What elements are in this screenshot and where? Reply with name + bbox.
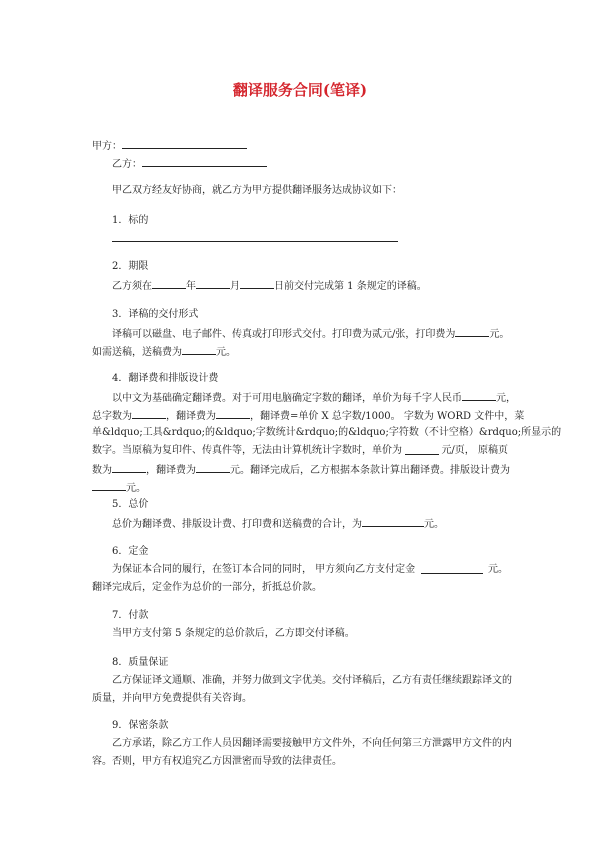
document-line — [92, 462, 510, 476]
document-line — [92, 408, 524, 422]
line-text: 元。 — [126, 483, 146, 494]
line-text: 翻译完成后，定金作为总价的一部分，折抵总价款。 — [92, 582, 322, 593]
fill-in-blank — [405, 444, 439, 455]
fill-in-blank — [92, 480, 126, 491]
fill-in-blank — [216, 408, 250, 419]
document-line — [112, 656, 168, 670]
line-text: 元。 — [489, 329, 510, 340]
document-line — [112, 609, 148, 623]
document-line — [112, 737, 512, 751]
line-text: 乙方保证译文通顺、准确，并努力做到文字优美。交付译稿后，乙方有责任继续跟踪译文的 — [112, 675, 512, 686]
fill-in-blank — [462, 390, 496, 401]
document-line — [112, 498, 148, 512]
line-text: 总价为翻译费、排版设计费、打印费和送稿费的合计，为 — [112, 519, 362, 530]
document-line — [112, 278, 427, 292]
document-line — [112, 563, 508, 577]
document-line — [92, 444, 508, 458]
line-text: 如需送稿，送稿费为 — [92, 347, 182, 358]
document-line — [112, 260, 148, 274]
document-line — [92, 344, 236, 358]
line-text: 年 — [186, 281, 196, 292]
line-text: 总字数为 — [92, 411, 132, 422]
document-line — [112, 545, 148, 559]
fill-in-blank — [362, 516, 424, 527]
fill-in-blank — [112, 462, 146, 473]
document-line — [112, 372, 218, 386]
document-line — [112, 214, 148, 228]
document-line — [112, 184, 402, 198]
line-text: 容。否则，甲方有权追究乙方因泄密而导致的法律责任。 — [92, 756, 342, 767]
line-text: ，翻译费=单价 X 总字数/1000。 字数为 WORD 文件中，菜 — [250, 411, 525, 422]
line-text: 元， — [496, 393, 516, 404]
line-text: 元。 — [424, 519, 444, 530]
line-text: 质量，并向甲方免费提供有关咨询。 — [92, 693, 252, 704]
fill-in-blank — [142, 156, 267, 167]
fill-in-blank — [132, 408, 166, 419]
fill-in-blank — [196, 278, 230, 289]
fill-in-blank — [182, 344, 216, 355]
fill-in-blank — [196, 462, 230, 473]
line-text: 9．保密条款 — [112, 720, 169, 731]
document-title: 翻译服务合同(笔译) — [232, 81, 368, 99]
line-text: 元。 — [216, 347, 236, 358]
line-text: 乙方须在 — [112, 281, 152, 292]
subject-blank-line — [112, 241, 398, 242]
document-line — [92, 692, 252, 706]
line-text: 乙方承诺，除乙方工作人员因翻译需要接触甲方文件外，不向任何第三方泄露甲方文件的内 — [112, 738, 512, 749]
fill-in-blank — [122, 138, 247, 149]
line-text: 2．期限 — [112, 261, 149, 272]
line-text: 3．译稿的交付形式 — [112, 309, 199, 320]
line-text: 5．总价 — [112, 499, 149, 510]
document-line — [92, 581, 322, 595]
document-line — [92, 480, 146, 494]
line-text: 1．标的 — [112, 215, 149, 226]
line-text: 月 — [230, 281, 240, 292]
fill-in-blank — [455, 326, 489, 337]
line-text: 数为 — [92, 465, 112, 476]
line-text: 单&ldquo;工具&rdquo;的&ldquo;字数统计&rdquo;的&ldquo;字符数（不计空格）&rdquo;所显示的 — [92, 427, 562, 438]
line-text: 甲方： — [92, 141, 122, 152]
fill-in-blank — [421, 563, 483, 574]
line-text: 8．质量保证 — [112, 657, 169, 668]
line-text: 以中文为基础确定翻译费。对于可用电脑确定字数的翻译，单价为每千字人民币 — [112, 393, 462, 404]
line-text: ，翻译费为 — [146, 465, 196, 476]
document-line — [112, 156, 267, 170]
line-text: 为保证本合同的履行，在签订本合同的同时， 甲方须向乙方支付定金 — [112, 564, 416, 575]
line-text: 元。翻译完成后，乙方根据本条款计算出翻译费。排版设计费为 — [230, 465, 510, 476]
fill-in-blank — [240, 278, 274, 289]
document-line — [112, 308, 198, 322]
line-text: 4．翻译费和排版设计费 — [112, 373, 219, 384]
line-text: 元/页， 原稿页 — [441, 445, 508, 456]
line-text: 乙方： — [112, 159, 142, 170]
fill-in-blank — [152, 278, 186, 289]
document-line — [112, 627, 355, 641]
line-text: 数字。当原稿为复印件、传真件等，无法由计算机统计字数时，单价为 — [92, 445, 402, 456]
line-text: 元。 — [488, 564, 508, 575]
document-line — [112, 326, 509, 340]
document-line — [92, 426, 561, 440]
document-line — [92, 138, 247, 152]
line-text: 6．定金 — [112, 546, 149, 557]
document-line — [112, 516, 444, 530]
line-text: 译稿可以磁盘、电子邮件、传真或打印形式交付。打印费为贰元/张，打印费为 — [112, 329, 456, 340]
document-line — [112, 390, 516, 404]
document-line — [112, 674, 512, 688]
document-line — [112, 719, 168, 733]
line-text: 甲乙双方经友好协商，就乙方为甲方提供翻译服务达成协议如下： — [112, 185, 402, 196]
line-text: ，翻译费为 — [166, 411, 216, 422]
document-line — [92, 755, 342, 769]
line-text: 7．付款 — [112, 610, 149, 621]
line-text: 日前交付完成第 1 条规定的译稿。 — [274, 281, 427, 292]
line-text: 当甲方支付第 5 条规定的总价款后，乙方即交付译稿。 — [112, 628, 355, 639]
